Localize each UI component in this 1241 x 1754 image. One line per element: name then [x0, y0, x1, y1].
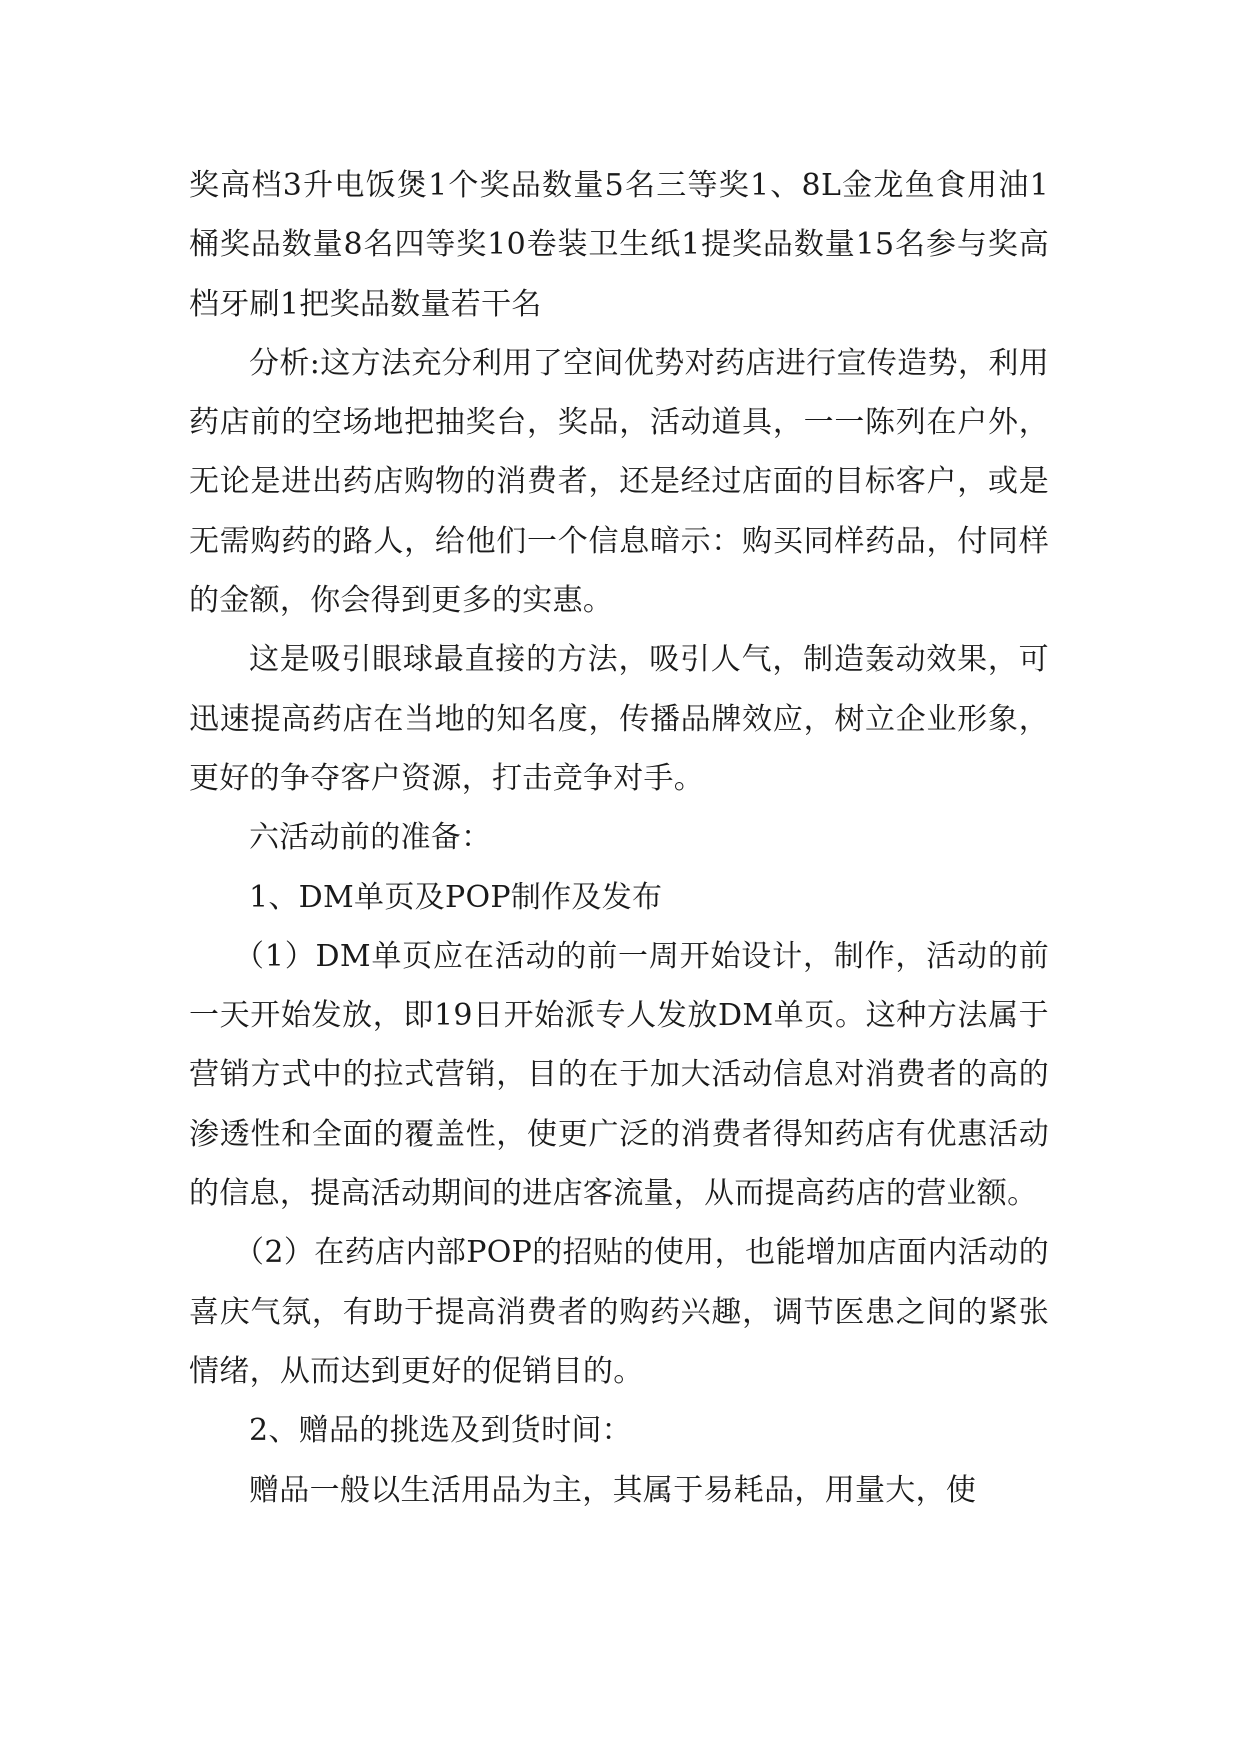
paragraph-attraction: 这是吸引眼球最直接的方法，吸引人气，制造轰动效果，可迅速提高药店在当地的知名度，传播品牌效应，树立企业形象，更好的争夺客户资源，打击竞争对手。 [189, 642, 1049, 796]
paragraph-pop-poster: （2）在药店内部POP的招贴的使用，也能增加店面内活动的喜庆气氛，有助于提高消费者的购药兴趣，调节医患之间的紧张情绪，从而达到更好的促销目的。 [189, 1235, 1049, 1389]
document-body [189, 156, 1049, 1520]
paragraph-dm-flyer: （1）DM单页应在活动的前一周开始设计，制作，活动的前一天开始发放，即19日开始派专人发放DM单页。这种方法属于营销方式中的拉式营销，目的在于加大活动信息对消费者的高的渗透性和全面的覆盖性，使更广泛的消费者得知药店有优惠活动的信息，提高活动期间的进店客流量，从而提高药店的营业额。 [189, 938, 1049, 1212]
subheading-dm-pop: 1、DM单页及POP制作及发布 [249, 879, 663, 915]
subheading-gifts: 2、赠品的挑选及到货时间： [249, 1413, 632, 1449]
paragraph-gifts: 赠品一般以生活用品为主，其属于易耗品，用量大，使 [249, 1472, 977, 1508]
section-heading-preparation: 六活动前的准备： [249, 820, 492, 856]
paragraph-analysis: 分析:这方法充分利用了空间优势对药店进行宣传造势，利用药店前的空场地把抽奖台，奖品，活动道具，一一陈列在户外，无论是进出药店购物的消费者，还是经过店面的目标客户，或是无需购药的路人，给他们一个信息暗示：购买同样药品，付同样的金额，你会得到更多的实惠。 [189, 345, 1049, 619]
paragraph-prize-list: 奖高档3升电饭煲1个奖品数量5名三等奖1、8L金龙鱼食用油1桶奖品数量8名四等奖10卷装卫生纸1提奖品数量15名参与奖高档牙刷1把奖品数量若干名 [189, 168, 1049, 322]
